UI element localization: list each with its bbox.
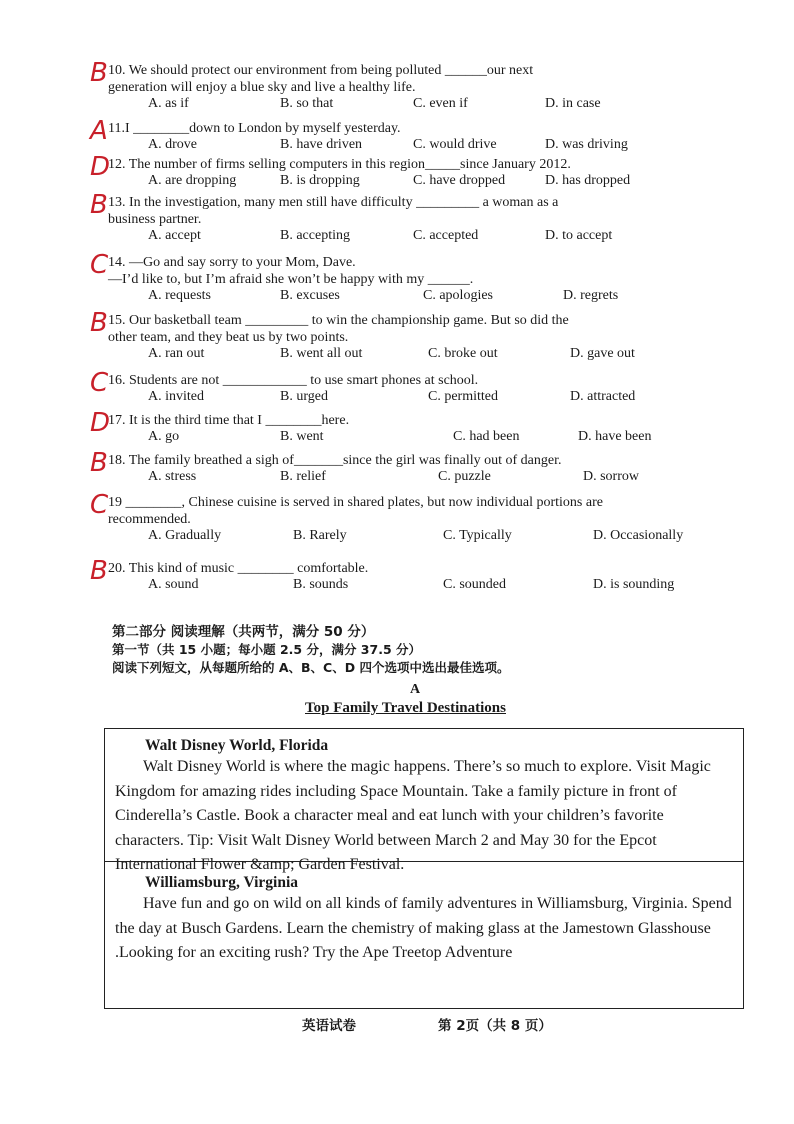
option-b: B. went: [280, 429, 324, 444]
option-a: A. go: [148, 429, 180, 444]
option-c: C. apologies: [423, 288, 493, 303]
answer-mark: D: [90, 152, 111, 182]
question-12: [90, 152, 708, 191]
option-c: C. Typically: [443, 528, 512, 543]
option-b: B. went all out: [280, 346, 363, 361]
question-19: [90, 490, 708, 546]
options: [108, 173, 708, 191]
option-d: D. regrets: [563, 288, 619, 303]
option-d: D. is sounding: [593, 577, 675, 592]
option-c: C. broke out: [428, 346, 498, 361]
option-a: A. stress: [148, 469, 197, 484]
answer-mark: B: [90, 448, 108, 478]
option-b: B. sounds: [293, 577, 349, 592]
options: [108, 528, 708, 546]
answer-mark: B: [90, 58, 108, 88]
question-14: [90, 250, 708, 306]
option-b: B. urged: [280, 389, 328, 404]
destination-box-williamsburg: [104, 861, 744, 1009]
option-a: A. Gradually: [148, 528, 222, 543]
option-a: A. invited: [148, 389, 204, 404]
options: [108, 346, 708, 364]
option-c: C. permitted: [428, 389, 498, 404]
section-instruction: 阅读下列短文，从每题所给的 A、B、C、D 四个选项中选出最佳选项。: [112, 660, 510, 675]
question-stem: 15. Our basketball team _________ to win the championship game. But so did the: [108, 313, 569, 328]
option-c: C. even if: [413, 96, 468, 111]
question-stem: 18. The family breathed a sigh of_______since the girl was finally out of danger.: [108, 453, 562, 468]
option-c: C. have dropped: [413, 173, 506, 188]
option-a: A. as if: [148, 96, 189, 111]
option-c: C. puzzle: [438, 469, 491, 484]
option-a: A. are dropping: [148, 173, 237, 188]
question-11: [90, 116, 708, 155]
question-stem-cont: business partner.: [108, 212, 202, 227]
option-a: A. ran out: [148, 346, 205, 361]
passage-title: Top Family Travel Destinations: [305, 700, 506, 716]
question-stem: 20. This kind of music ________ comfortable.: [108, 561, 369, 576]
answer-mark: C: [90, 490, 109, 520]
option-c: C. sounded: [443, 577, 506, 592]
question-stem-cont: generation will enjoy a blue sky and live a healthy life.: [108, 80, 416, 95]
question-stem-cont: recommended.: [108, 512, 191, 527]
option-a: A. sound: [148, 577, 199, 592]
destination-body: Walt Disney World is where the magic happens. There’s so much to explore. Visit Magic Kingdom for amazing rides including Space Mountain. Take a family picture in front of Cinderella’s Castle. Book a character meal and eat lunch with your children’s favorite characters. Tip: Visit Walt Disney World between March 2 and May 30 for the Epcot International Flower &amp; Garden Festival.: [115, 758, 711, 873]
question-stem-cont: other team, and they beat us by two points.: [108, 330, 349, 345]
destination-body: Have fun and go on wild on all kinds of family adventures in Williamsburg, Virginia. Spend the day at Busch Gardens. Learn the chemistry of making glass at the Jamestown Glasshouse .Looking for an exciting rush? Try the Ape Treetop Adventure: [115, 895, 732, 961]
question-stem: 12. The number of firms selling computers in this region_____since January 2012.: [108, 157, 571, 172]
question-stem: 16. Students are not ____________ to use smart phones at school.: [108, 373, 479, 388]
option-d: D. has dropped: [545, 173, 631, 188]
option-d: D. to accept: [545, 228, 613, 243]
question-13: [90, 190, 708, 246]
footer-page-number: 第 2页（共 8 页）: [438, 1018, 552, 1034]
options: [108, 389, 708, 407]
answer-mark: A: [90, 116, 108, 146]
answer-mark: B: [90, 556, 108, 586]
question-16: [90, 368, 708, 407]
option-b: B. is dropping: [280, 173, 360, 188]
destination-heading: Williamsburg, Virginia: [145, 874, 299, 891]
question-15: [90, 308, 708, 364]
option-b: B. so that: [280, 96, 334, 111]
question-20: [90, 556, 708, 595]
option-b: B. excuses: [280, 288, 340, 303]
options: [108, 228, 708, 246]
options: [108, 288, 708, 306]
question-stem-cont: —I’d like to, but I’m afraid she won’t be happy with my ______.: [108, 272, 474, 287]
answer-mark: B: [90, 308, 108, 338]
options: [108, 429, 708, 447]
question-stem: 13. In the investigation, many men still have difficulty _________ a woman as a: [108, 195, 559, 210]
answer-mark: B: [90, 190, 108, 220]
question-stem: 14. —Go and say sorry to your Mom, Dave.: [108, 255, 356, 270]
section-subtitle: 第一节（共 15 小题；每小题 2.5 分，满分 37.5 分）: [112, 642, 421, 657]
options: [108, 137, 708, 155]
option-a: A. requests: [148, 288, 211, 303]
answer-mark: C: [90, 368, 109, 398]
option-c: C. had been: [453, 429, 520, 444]
options: [108, 469, 708, 487]
destination-box-disney: [104, 728, 744, 873]
option-a: A. drove: [148, 137, 197, 152]
option-b: B. Rarely: [293, 528, 347, 543]
answer-mark: D: [90, 408, 111, 438]
option-d: D. Occasionally: [593, 528, 684, 543]
option-d: D. gave out: [570, 346, 635, 361]
option-b: B. accepting: [280, 228, 350, 243]
footer-subject: 英语试卷: [302, 1018, 356, 1034]
option-a: A. accept: [148, 228, 201, 243]
option-c: C. would drive: [413, 137, 497, 152]
option-c: C. accepted: [413, 228, 479, 243]
answer-mark: C: [90, 250, 109, 280]
question-stem: 19 ________, Chinese cuisine is served in shared plates, but now individual portions are: [108, 495, 603, 510]
option-d: D. was driving: [545, 137, 628, 152]
question-17: [90, 408, 708, 447]
question-stem: 11.I ________down to London by myself yesterday.: [108, 121, 401, 136]
option-d: D. in case: [545, 96, 601, 111]
option-d: D. attracted: [570, 389, 636, 404]
option-b: B. have driven: [280, 137, 363, 152]
passage-letter: A: [410, 682, 421, 697]
question-stem: 17. It is the third time that I ________here.: [108, 413, 350, 428]
option-b: B. relief: [280, 469, 326, 484]
options: [108, 577, 708, 595]
question-18: [90, 448, 708, 487]
destination-heading: Walt Disney World, Florida: [145, 737, 329, 754]
option-d: D. have been: [578, 429, 652, 444]
options: [108, 96, 708, 114]
option-d: D. sorrow: [583, 469, 639, 484]
question-10: [90, 58, 708, 114]
question-stem: 10. We should protect our environment from being polluted ______our next: [108, 63, 534, 78]
section-title: 第二部分 阅读理解（共两节，满分 50 分）: [112, 624, 375, 640]
